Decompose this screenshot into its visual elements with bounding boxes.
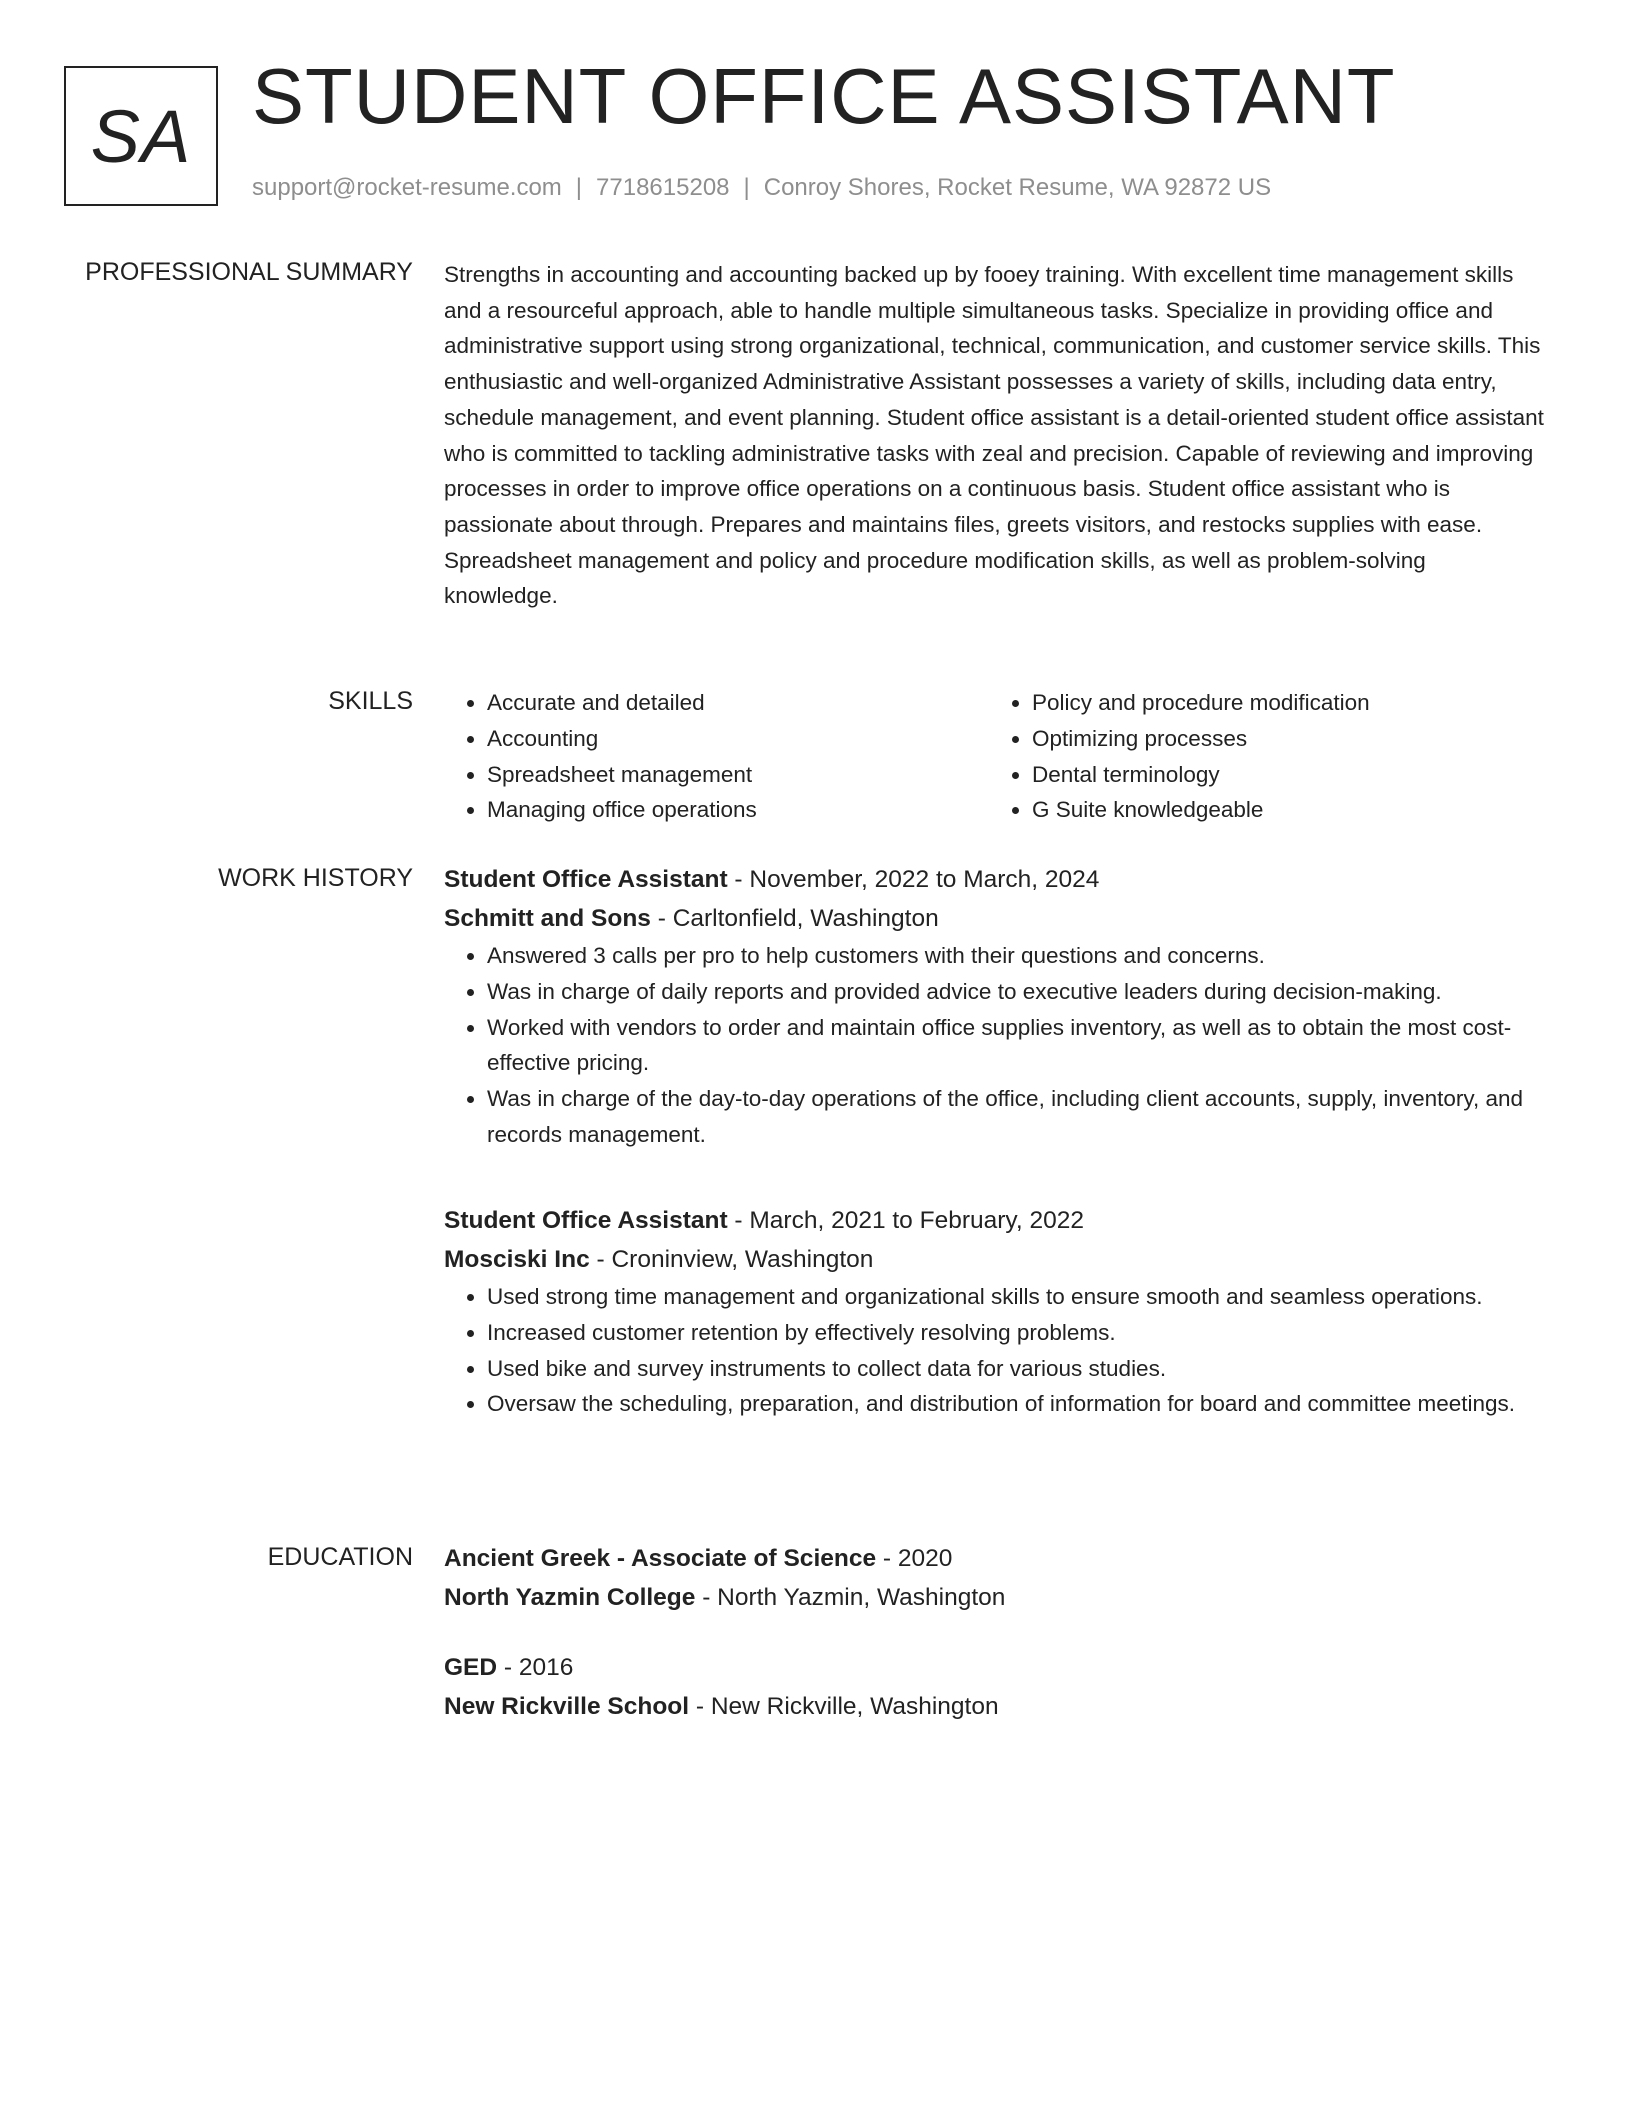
job-title-line — [444, 1201, 1544, 1240]
education-school: New Rickville School — [444, 1693, 690, 1720]
section-label-education: EDUCATION — [267, 1543, 413, 1571]
job-bullet: • Was in charge of daily reports and provided advice to executive leaders during decision-making. — [487, 974, 1544, 1010]
skill-item: • Managing office operations — [487, 792, 989, 828]
job-company-line — [444, 899, 1544, 938]
skills-list-left — [444, 685, 989, 828]
education-location: - New Rickville, Washington — [689, 1693, 999, 1720]
section-label-work: WORK HISTORY — [218, 864, 413, 892]
education-entry — [444, 1648, 1544, 1726]
job-bullet: • Answered 3 calls per pro to help customers with their questions and concerns. — [487, 938, 1544, 974]
education-degree: Ancient Greek - Associate of Science — [444, 1545, 877, 1572]
section-label-skills: SKILLS — [328, 687, 413, 715]
job-bullet: • Used strong time management and organizational skills to ensure smooth and seamless operations. — [487, 1279, 1544, 1315]
job-location: - Carltonfield, Washington — [650, 905, 939, 932]
job-title-line — [444, 860, 1544, 899]
skill-item: • Accounting — [487, 721, 989, 757]
job-bullet: • Was in charge of the day-to-day operations of the office, including client accounts, supply, inventory, and records management. — [487, 1081, 1544, 1153]
contact-address: Conroy Shores, Rocket Resume, WA 92872 US — [763, 174, 1272, 201]
education-location: - North Yazmin, Washington — [695, 1584, 1006, 1611]
education-school-line — [444, 1687, 1544, 1726]
contact-line — [252, 174, 1271, 202]
skill-item: • Accurate and detailed — [487, 685, 989, 721]
contact-separator: | — [575, 174, 583, 201]
job-company-line — [444, 1240, 1544, 1279]
job-bullet: • Used bike and survey instruments to collect data for various studies. — [487, 1351, 1544, 1387]
education-degree-line — [444, 1648, 1544, 1687]
job-entry — [444, 860, 1544, 1153]
job-dates: - November, 2022 to March, 2024 — [727, 866, 1100, 893]
job-title: Student Office Assistant — [444, 1207, 728, 1234]
job-bullets — [444, 938, 1544, 1153]
section-label-summary: PROFESSIONAL SUMMARY — [85, 258, 413, 286]
resume-title: STUDENT OFFICE ASSISTANT — [252, 52, 1396, 140]
job-bullets — [444, 1279, 1544, 1422]
summary-text: Strengths in accounting and accounting backed up by fooey training. With excellent time management skills and a resourceful approach, able to handle multiple simultaneous tasks. Specialize in providing office and administrative support using strong organizational, technical, communication, and customer service skills. This enthusiastic and well-organized Administrative Assistant possesses a variety of skills, including data entry, schedule management, and event planning. Student office assistant is a detail-oriented student office assistant who is committed to tackling administrative tasks with zeal and precision. Capable of reviewing and improving processes in order to improve office operations on a continuous basis. Student office assistant who is passionate about through. Prepares and maintains files, greets visitors, and restocks supplies with ease. Spreadsheet management and policy and procedure modification skills, as well as problem-solving knowledge. — [444, 262, 1544, 609]
job-location: - Croninview, Washington — [589, 1246, 874, 1273]
education-year: - 2016 — [497, 1654, 574, 1681]
skills-list-right — [989, 685, 1534, 828]
skill-item: • Spreadsheet management — [487, 757, 989, 793]
job-entry — [444, 1201, 1544, 1422]
education-year: - 2020 — [876, 1545, 953, 1572]
education-degree-line — [444, 1539, 1544, 1578]
job-bullet: • Worked with vendors to order and maintain office supplies inventory, as well as to obtain the most cost-effective pricing. — [487, 1010, 1544, 1082]
skills-section — [444, 685, 1544, 828]
skill-item: • Dental terminology — [1032, 757, 1534, 793]
job-dates: - March, 2021 to February, 2022 — [727, 1207, 1084, 1234]
contact-phone[interactable]: 7718615208 — [596, 174, 730, 201]
skill-item: • G Suite knowledgeable — [1032, 792, 1534, 828]
job-bullet: • Increased customer retention by effectively resolving problems. — [487, 1315, 1544, 1351]
job-company: Mosciski Inc — [444, 1246, 590, 1273]
education-entry — [444, 1539, 1544, 1617]
summary-section — [444, 257, 1544, 614]
education-degree: GED — [444, 1654, 498, 1681]
contact-email[interactable]: support@rocket-resume.com — [252, 174, 562, 201]
monogram-logo: SA — [64, 66, 218, 206]
job-title: Student Office Assistant — [444, 866, 728, 893]
job-company: Schmitt and Sons — [444, 905, 651, 932]
contact-separator: | — [743, 174, 750, 201]
job-bullet: • Oversaw the scheduling, preparation, and distribution of information for board and committee meetings. — [487, 1386, 1544, 1422]
education-school-line — [444, 1578, 1544, 1617]
skill-item: • Optimizing processes — [1032, 721, 1534, 757]
skill-item: • Policy and procedure modification — [1032, 685, 1534, 721]
education-school: North Yazmin College — [444, 1584, 696, 1611]
